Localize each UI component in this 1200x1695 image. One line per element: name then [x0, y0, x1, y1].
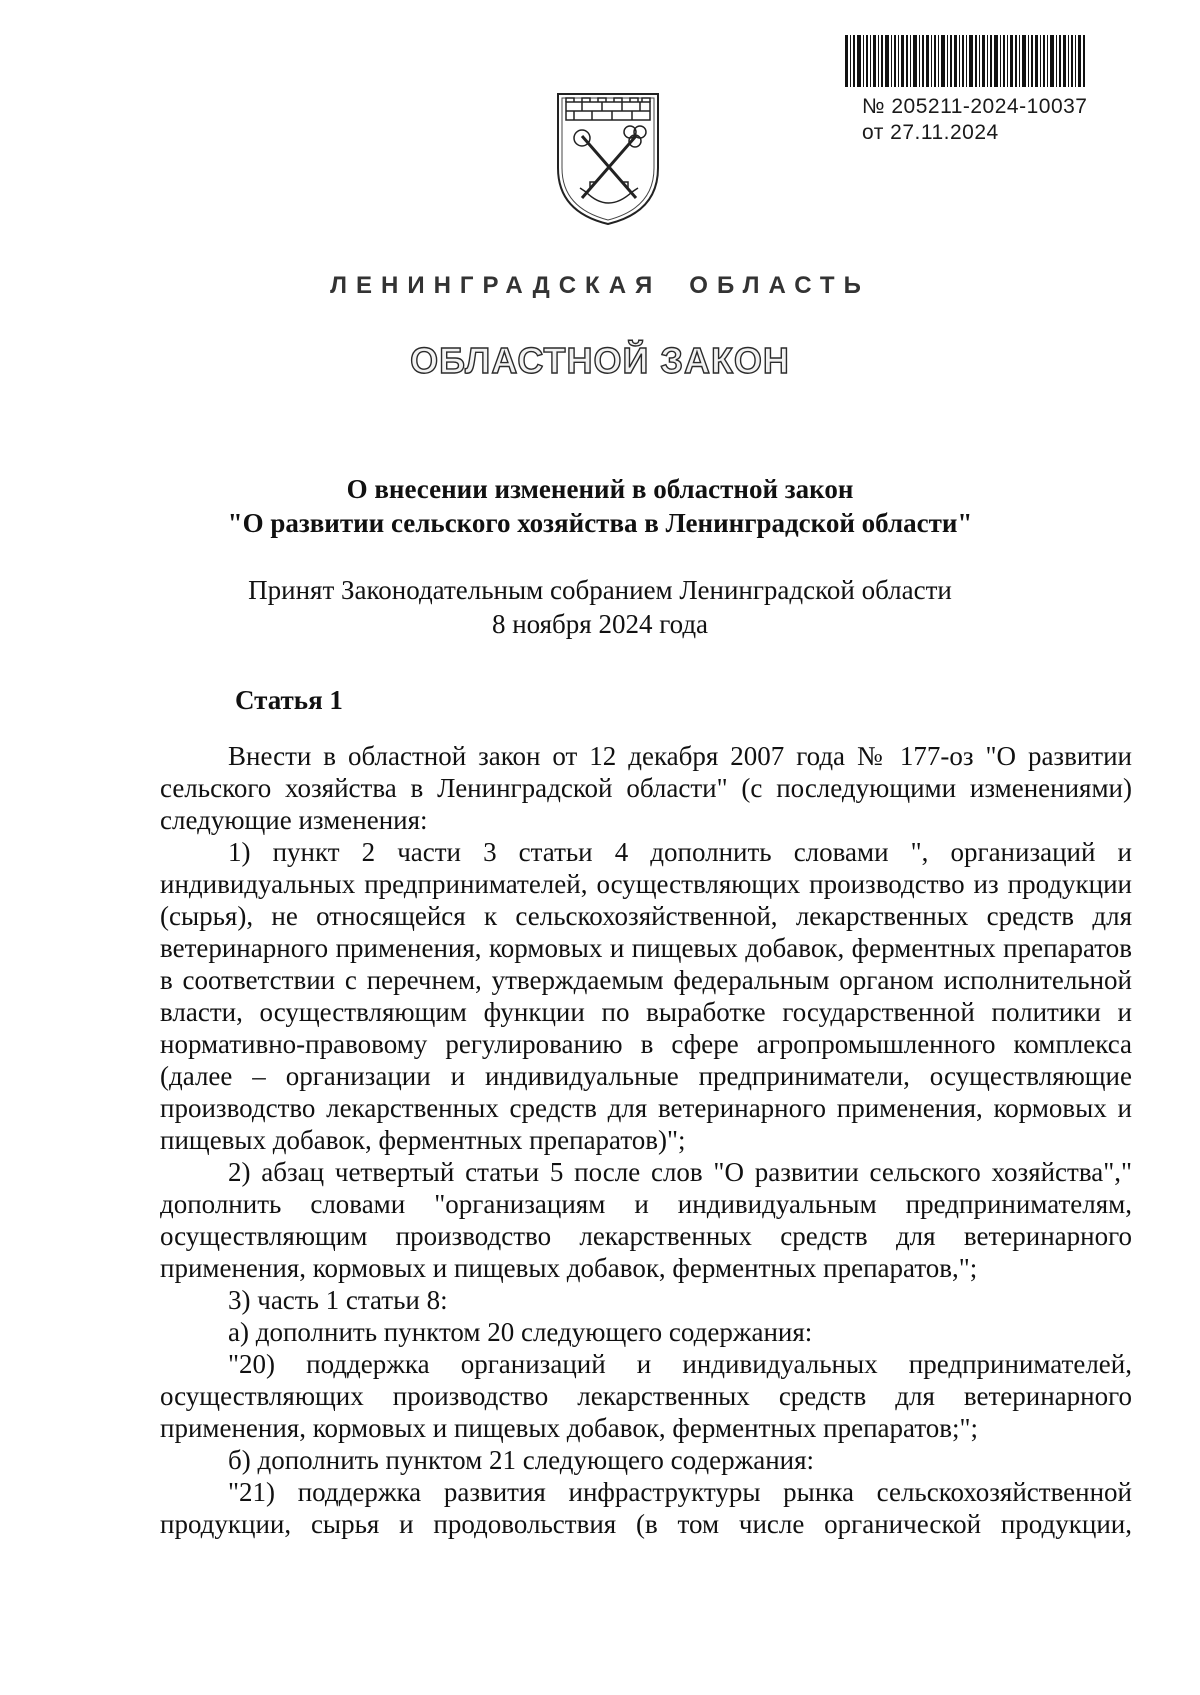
paragraph: Внести в областной закон от 12 декабря 2007 года № 177-оз "О развитии сельского хозяйства в Ленинградской области" (с последующими изменениями) следующие изменения: [160, 741, 1132, 835]
paragraph: б) дополнить пунктом 21 следующего содержания: [228, 1445, 815, 1475]
region-name [0, 272, 1200, 300]
law-title [0, 472, 1200, 540]
paragraph: "21) поддержка развития инфраструктуры рынка сельскохозяйственной продукции, сырья и продовольствия (в том числе органической продукции, [160, 1477, 1132, 1539]
registration-info [862, 94, 1087, 146]
coat-of-arms-icon [552, 90, 664, 228]
region-word: ЛЕНИНГРАДСКАЯ [330, 272, 662, 299]
adoption-line: Принят Законодательным собранием Ленинградской области [248, 575, 952, 605]
law-title-line: "О развитии сельского хозяйства в Ленинградской области" [227, 508, 973, 538]
paragraph: 2) абзац четвертый статьи 5 после слов "О развитии сельского хозяйства"," дополнить словами "организациям и индивидуальным предпринимателям, осуществляющим производство лекарственных средств для ветеринарного применения, кормовых и пищевых добавок, ферментных препаратов,"; [160, 1157, 1132, 1283]
paragraph: 1) пункт 2 части 3 статьи 4 дополнить словами ", организаций и индивидуальных предпринимателей, осуществляющих производство из продукции (сырья), не относящейся к сельскохозяйственной, лекарственных средств для ветеринарного применения, кормовых и пищевых добавок, ферментных препаратов в соответствии с перечнем, утверждаемым федеральным органом исполнительной власти, осуществляющим функции по выработке государственной политики и нормативно-правовому регулированию в сфере агропромышленного комплекса (далее – организации и индивидуальные предприниматели, осуществляющие производство лекарственных средств для ветеринарного применения, кормовых и пищевых добавок, ферментных препаратов)"; [160, 837, 1132, 1155]
article-body [160, 740, 1132, 1540]
law-type-heading: ОБЛАСТНОЙ ЗАКОН [410, 340, 790, 381]
registration-date: от 27.11.2024 [862, 121, 999, 144]
registration-number: № 205211-2024-10037 [862, 95, 1088, 118]
law-title-line: О внесении изменений в областной закон [346, 474, 854, 504]
barcode [845, 35, 1085, 87]
paragraph: 3) часть 1 статьи 8: [228, 1285, 448, 1315]
article-heading: Статья 1 [235, 685, 343, 715]
adoption-date: 8 ноября 2024 года [491, 609, 709, 639]
adoption-note [0, 573, 1200, 641]
paragraph: "20) поддержка организаций и индивидуальных предпринимателей, осуществляющих производство лекарственных средств для ветеринарного применения, кормовых и пищевых добавок, ферментных препаратов;"; [160, 1349, 1132, 1443]
region-word: ОБЛАСТЬ [689, 272, 870, 299]
paragraph: а) дополнить пунктом 20 следующего содержания: [228, 1317, 813, 1347]
